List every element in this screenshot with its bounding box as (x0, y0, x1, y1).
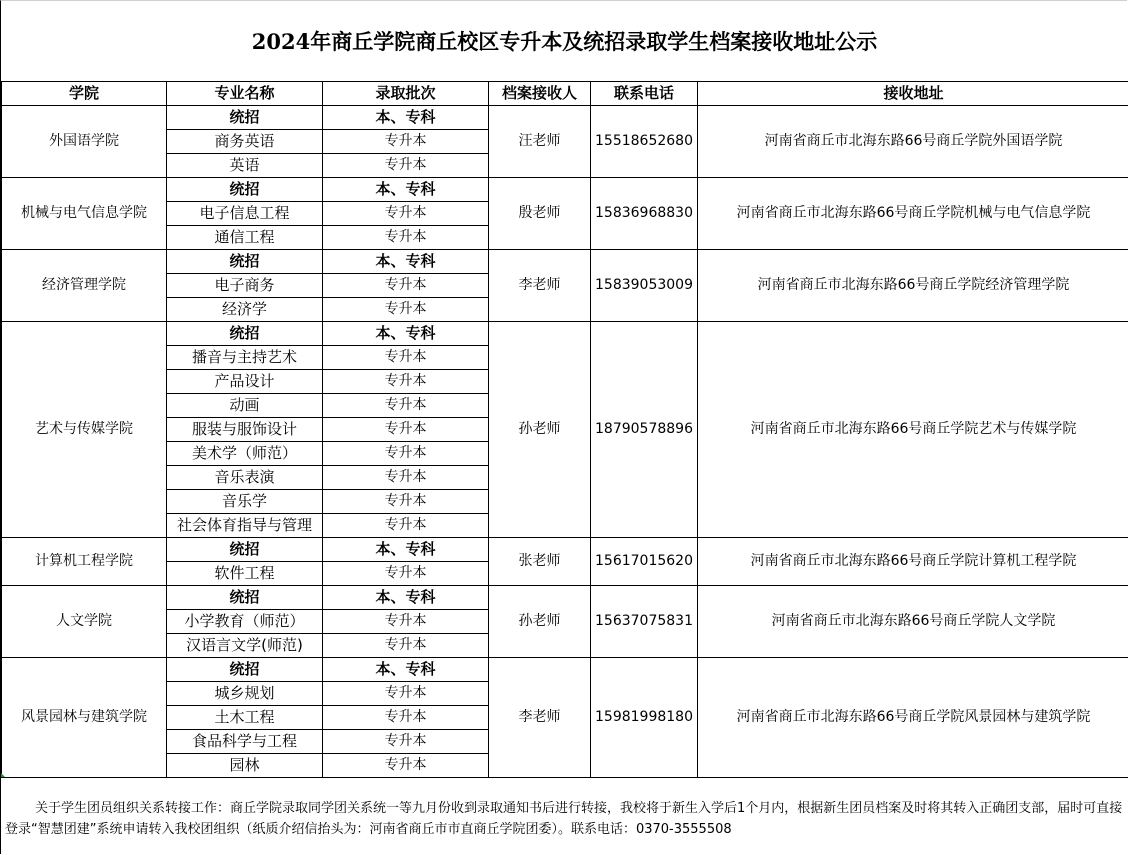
batch-cell: 专升本 (323, 730, 489, 754)
major-cell: 音乐表演 (167, 466, 323, 490)
table-body (2, 106, 1128, 778)
major-cell: 经济学 (167, 298, 323, 322)
major-cell: 社会体育指导与管理 (167, 514, 323, 538)
header-receiver: 档案接收人 (489, 82, 591, 106)
batch-cell: 本、专科 (323, 538, 489, 562)
major-cell: 通信工程 (167, 226, 323, 250)
college-cell: 计算机工程学院 (2, 538, 167, 586)
major-cell: 城乡规划 (167, 682, 323, 706)
admission-type-cell: 统招 (167, 178, 323, 202)
college-cell: 外国语学院 (2, 106, 167, 178)
header-college: 学院 (2, 82, 167, 106)
batch-cell: 专升本 (323, 346, 489, 370)
archive-address-table (1, 81, 1128, 778)
address-cell: 河南省商丘市北海东路66号商丘学院艺术与传媒学院 (698, 322, 1128, 538)
receiver-cell: 孙老师 (489, 586, 591, 658)
address-cell: 河南省商丘市北海东路66号商丘学院经济管理学院 (698, 250, 1128, 322)
admission-type-cell: 统招 (167, 658, 323, 682)
admission-type-cell: 统招 (167, 538, 323, 562)
batch-cell: 专升本 (323, 394, 489, 418)
batch-cell: 本、专科 (323, 250, 489, 274)
phone-cell: 15518652680 (591, 106, 698, 178)
batch-cell: 专升本 (323, 634, 489, 658)
table-row (2, 586, 1128, 610)
table-row (2, 178, 1128, 202)
major-cell: 美术学（师范） (167, 442, 323, 466)
admission-type-cell: 统招 (167, 250, 323, 274)
college-cell: 艺术与传媒学院 (2, 322, 167, 538)
receiver-cell: 汪老师 (489, 106, 591, 178)
batch-cell: 本、专科 (323, 322, 489, 346)
receiver-cell: 李老师 (489, 250, 591, 322)
batch-cell: 专升本 (323, 202, 489, 226)
major-cell: 动画 (167, 394, 323, 418)
table-row (2, 322, 1128, 346)
batch-cell: 专升本 (323, 274, 489, 298)
major-cell: 播音与主持艺术 (167, 346, 323, 370)
table-row (2, 250, 1128, 274)
membership-transfer-note: 关于学生团员组织关系转接工作：商丘学院录取同学团关系统一等九月份收到录取通知书后进行转接，我校将于新生入学后1个月内，根据新生团员档案及时将其转入正确团支部，届时可直接登录“智慧团建”系统申请转入我校团组织（纸质介绍信抬头为：河南省商丘市市直商丘学院团委）。联系电话：0370-3555508 (1, 777, 1128, 855)
address-cell: 河南省商丘市北海东路66号商丘学院计算机工程学院 (698, 538, 1128, 586)
phone-cell: 15839053009 (591, 250, 698, 322)
batch-cell: 专升本 (323, 514, 489, 538)
college-cell: 人文学院 (2, 586, 167, 658)
batch-cell: 专升本 (323, 682, 489, 706)
admission-type-cell: 统招 (167, 322, 323, 346)
table-row (2, 538, 1128, 562)
batch-cell: 专升本 (323, 370, 489, 394)
major-cell: 土木工程 (167, 706, 323, 730)
college-cell: 经济管理学院 (2, 250, 167, 322)
college-cell: 机械与电气信息学院 (2, 178, 167, 250)
header-address: 接收地址 (698, 82, 1128, 106)
phone-cell: 15836968830 (591, 178, 698, 250)
batch-cell: 专升本 (323, 154, 489, 178)
major-cell: 软件工程 (167, 562, 323, 586)
header-batch: 录取批次 (323, 82, 489, 106)
batch-cell: 专升本 (323, 298, 489, 322)
address-cell: 河南省商丘市北海东路66号商丘学院人文学院 (698, 586, 1128, 658)
receiver-cell: 殷老师 (489, 178, 591, 250)
table-row (2, 106, 1128, 130)
batch-cell: 专升本 (323, 130, 489, 154)
batch-cell: 专升本 (323, 610, 489, 634)
receiver-cell: 李老师 (489, 658, 591, 778)
major-cell: 音乐学 (167, 490, 323, 514)
major-cell: 电子商务 (167, 274, 323, 298)
phone-cell: 18790578896 (591, 322, 698, 538)
batch-cell: 专升本 (323, 418, 489, 442)
batch-cell: 专升本 (323, 466, 489, 490)
college-cell: 风景园林与建筑学院 (2, 658, 167, 778)
batch-cell: 专升本 (323, 562, 489, 586)
page-title: 2024年商丘学院商丘校区专升本及统招录取学生档案接收地址公示 (251, 29, 878, 54)
major-cell: 服装与服饰设计 (167, 418, 323, 442)
batch-cell: 本、专科 (323, 658, 489, 682)
major-cell: 食品科学与工程 (167, 730, 323, 754)
major-cell: 产品设计 (167, 370, 323, 394)
header-major: 专业名称 (167, 82, 323, 106)
admission-type-cell: 统招 (167, 106, 323, 130)
receiver-cell: 张老师 (489, 538, 591, 586)
major-cell: 汉语言文学(师范) (167, 634, 323, 658)
table-row (2, 658, 1128, 682)
phone-cell: 15637075831 (591, 586, 698, 658)
batch-cell: 本、专科 (323, 178, 489, 202)
batch-cell: 专升本 (323, 706, 489, 730)
batch-cell: 本、专科 (323, 586, 489, 610)
major-cell: 小学教育（师范） (167, 610, 323, 634)
receiver-cell: 孙老师 (489, 322, 591, 538)
major-cell: 电子信息工程 (167, 202, 323, 226)
batch-cell: 专升本 (323, 754, 489, 778)
header-row (2, 82, 1128, 106)
admission-type-cell: 统招 (167, 586, 323, 610)
address-cell: 河南省商丘市北海东路66号商丘学院外国语学院 (698, 106, 1128, 178)
batch-cell: 专升本 (323, 442, 489, 466)
header-phone: 联系电话 (591, 82, 698, 106)
batch-cell: 专升本 (323, 226, 489, 250)
address-cell: 河南省商丘市北海东路66号商丘学院机械与电气信息学院 (698, 178, 1128, 250)
major-cell: 商务英语 (167, 130, 323, 154)
address-cell: 河南省商丘市北海东路66号商丘学院风景园林与建筑学院 (698, 658, 1128, 778)
major-cell: 园林 (167, 754, 323, 778)
batch-cell: 本、专科 (323, 106, 489, 130)
phone-cell: 15981998180 (591, 658, 698, 778)
phone-cell: 15617015620 (591, 538, 698, 586)
batch-cell: 专升本 (323, 490, 489, 514)
major-cell: 英语 (167, 154, 323, 178)
